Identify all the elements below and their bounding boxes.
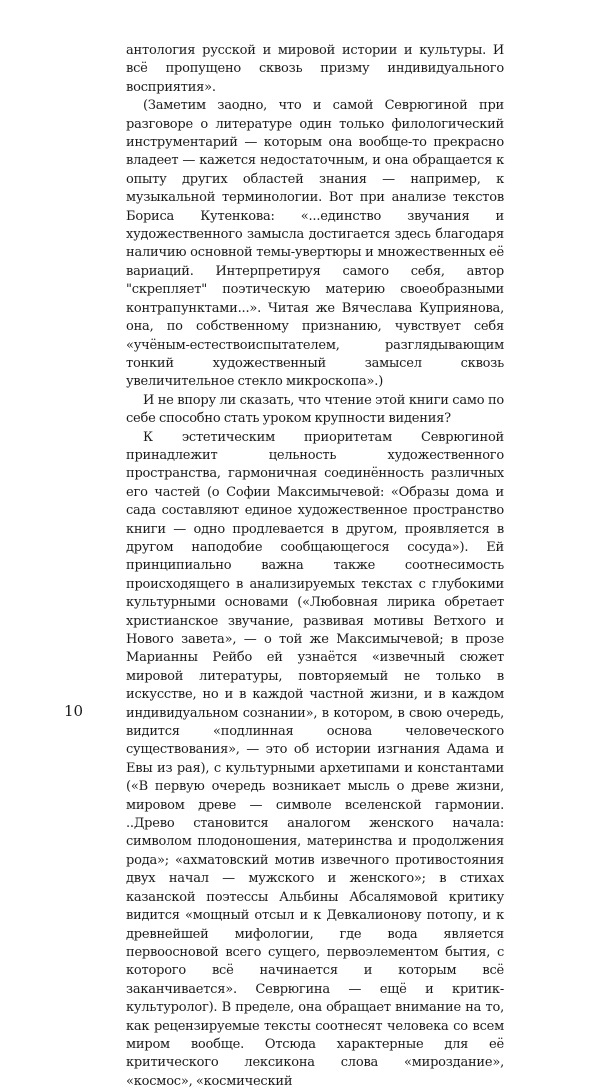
paragraph-aesthetic-priorities: К эстетическим приоритетам Севрюгиной принадлежит цельность художественного пространства, гармоничная соединённость различных его частей (о Софии Максимычевой: «Образы дома и сада составляют единое художественное пространство книги — одно продлевается в другом, проявляется в другом наподобие сообщающегося сосуда»). Ей принципиально важна также соотнесимость происходящего в анализируемых текстах с глубокими культурными основами («Любовная лирика обретает христианское звучание, развивая мотивы Ветхого и Нового завета», — о той же Максимычевой; в прозе Марианны Рейбо ей узнаётся «извечный сюжет мировой литературы, повторяемый не только в искусстве, но и в каждой частной жизни, и в каждом индивидуальном сознании», в котором, в свою очередь, видится «подлинная основа человеческого существования», — это об истории изгнания Адама и Евы из рая), с культурными архетипами и константами («В первую очередь возникает мысль о древе жизни, мировом древе — символе вселенской гармонии. ..Древо становится аналогом женского начала: символом плодоношения, материнства и продолжения рода»; «ахматовский мотив извечного противостояния двух начал — мужского и женского»; в стихах казанской поэтессы Альбины Абсалямовой критику видится «мощный отсыл и к Девкалионову потопу, и к древнейшей мифологии, где вода является первоосновой всего сущего, первоэлементом бытия, с которого всё начинается и которым всё заканчивается». Севрюгина — ещё и критик-культуролог). В пределе, она обращает внимание на то, как рецензируемые тексты соотнесят человека со всем миром вообще. Отсюда характерные для её критического лексикона слова «мироздание», «космос», «космический: [126, 429, 504, 1089]
paragraph-continuation: антология русской и мировой истории и культуры. И всё пропущено сквозь призму индивидуального восприятия».: [126, 43, 504, 95]
paragraph-music-terminology: (Заметим заодно, что и самой Севрюгиной при разговоре о литературе один только филологический инструментарий — которым она вообще-то прекрасно владеет — кажется недостаточным, и она обращается к опыту других областей знания — например, к музыкальной терминологии. Вот при анализе текстов Бориса Кутенкова: «...единство звучания и художественного замысла достигается здесь благодаря наличию основной темы-увертюры и множественных её вариаций. Интерпретируя самого себя, автор "скрепляет" поэтическую материю своеобразными контрапунктами...». Читая же Вячеслава Куприянова, она, по собственному признанию, чувствует себя «учёным-естествоиспытателем, разглядывающим тонкий художественный замысел сквозь увеличительное стекло микроскопа».): [126, 98, 504, 390]
page-number: 10: [64, 702, 84, 720]
page-body: [126, 42, 504, 1091]
paragraph-rhetorical-question: И не впору ли сказать, что чтение этой книги само по себе способно стать уроком крупности видения?: [126, 392, 504, 427]
